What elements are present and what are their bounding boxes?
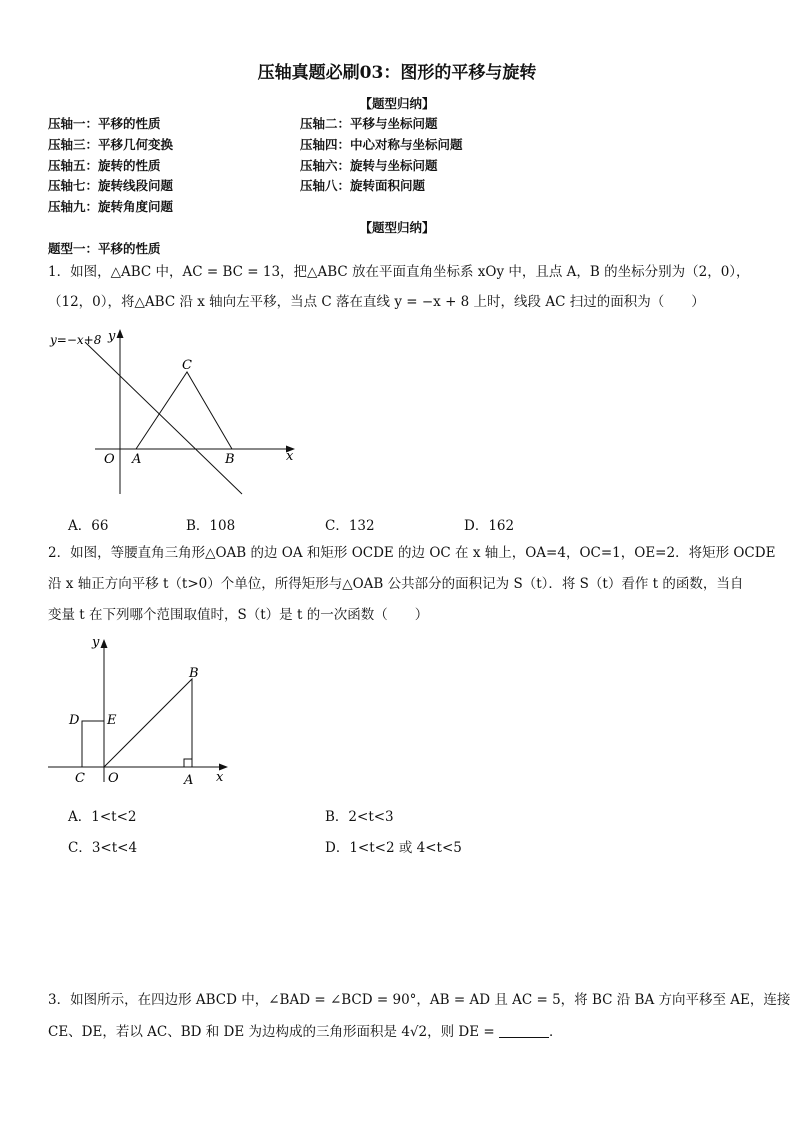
q2-figure <box>40 632 240 792</box>
q1-line2: （12，0），将△ABC 沿 x 轴向左平移，当点 C 落在直线 y = −x + 8 上时，线段 AC 扫过的面积为（ ） <box>48 294 705 310</box>
point-c-label: C <box>182 358 192 373</box>
point-d-label: D <box>69 713 80 728</box>
line-graph <box>85 342 242 494</box>
category-item: 压轴六：旋转与坐标问题 <box>300 158 438 173</box>
page-title: 压轴真题必刷03：图形的平移与旋转 <box>257 63 537 83</box>
point-a-label: A <box>132 452 142 467</box>
category-item: 压轴二：平移与坐标问题 <box>300 116 438 131</box>
q2-line1: 2．如图，等腰直角三角形△OAB 的边 OA 和矩形 OCDE 的边 OC 在 x 轴上，OA=4，OC=1，OE=2．将矩形 OCDE <box>48 545 776 561</box>
q2-line3: 变量 t 在下列哪个范围取值时，S（t）是 t 的一次函数（ ） <box>48 607 429 623</box>
q1-option-c: C．132 <box>325 518 375 534</box>
q1-option-a: A．66 <box>68 518 109 534</box>
summary-heading: 【题型归纳】 <box>359 96 435 111</box>
point-b-label: B <box>225 452 235 467</box>
q2-line2: 沿 x 轴正方向平移 t（t>0）个单位，所得矩形与△OAB 公共部分的面积记为 S（t）．将 S（t）看作 t 的函数，当自 <box>48 576 744 592</box>
q2-option-b: B．2<t<3 <box>325 809 394 825</box>
q2-option-c: C．3<t<4 <box>68 840 138 856</box>
category-item: 压轴三：平移几何变换 <box>48 137 174 152</box>
y-axis-arrow <box>101 639 108 648</box>
q2-option-a: A．1<t<2 <box>68 809 137 825</box>
q3-line2 <box>48 1022 562 1042</box>
x-label: x <box>216 770 224 785</box>
rectangle-ocde <box>82 721 104 767</box>
q3-line2-end: ． <box>548 1024 563 1040</box>
point-c-label: C <box>75 771 85 786</box>
q2-option-d: D．1<t<2 或 4<t<5 <box>325 840 462 856</box>
category-item: 压轴八：旋转面积问题 <box>300 178 426 193</box>
triangle-oab <box>104 679 192 767</box>
q1-line1: 1．如图，△ABC 中，AC = BC = 13，把△ABC 放在平面直角坐标系 xOy 中，且点 A，B 的坐标分别为（2，0）， <box>48 264 750 280</box>
category-item: 压轴五：旋转的性质 <box>48 158 161 173</box>
category-item: 压轴七：旋转线段问题 <box>48 178 174 193</box>
q1-option-d: D．162 <box>464 518 515 534</box>
point-o-label: O <box>104 452 115 467</box>
point-a-label: A <box>184 773 194 788</box>
point-o-label: O <box>108 771 119 786</box>
y-label: y <box>108 329 116 344</box>
answer-blank[interactable] <box>499 1023 549 1038</box>
line-label: y=−x+8 <box>50 333 102 347</box>
category-item: 压轴四：中心对称与坐标问题 <box>300 137 463 152</box>
section-heading: 【题型归纳】 <box>359 220 435 235</box>
x-label: x <box>286 449 294 464</box>
y-axis-arrow <box>117 329 124 338</box>
q3-line1: 3．如图所示，在四边形 ABCD 中，∠BAD = ∠BCD = 90°，AB = AD 且 AC = 5，将 BC 沿 BA 方向平移至 AE，连接 <box>48 992 791 1008</box>
point-e-label: E <box>107 713 117 728</box>
type1-title: 题型一：平移的性质 <box>48 241 161 256</box>
right-angle-mark <box>184 759 192 767</box>
q1-option-b: B．108 <box>186 518 236 534</box>
y-label: y <box>92 635 100 650</box>
q3-line2-text: CE、DE，若以 AC、BD 和 DE 为边构成的三角形面积是 4√2，则 DE = <box>48 1024 495 1040</box>
category-item: 压轴一：平移的性质 <box>48 116 161 131</box>
q1-figure <box>40 322 310 502</box>
point-b-label: B <box>189 666 199 681</box>
category-item: 压轴九：旋转角度问题 <box>48 199 174 214</box>
